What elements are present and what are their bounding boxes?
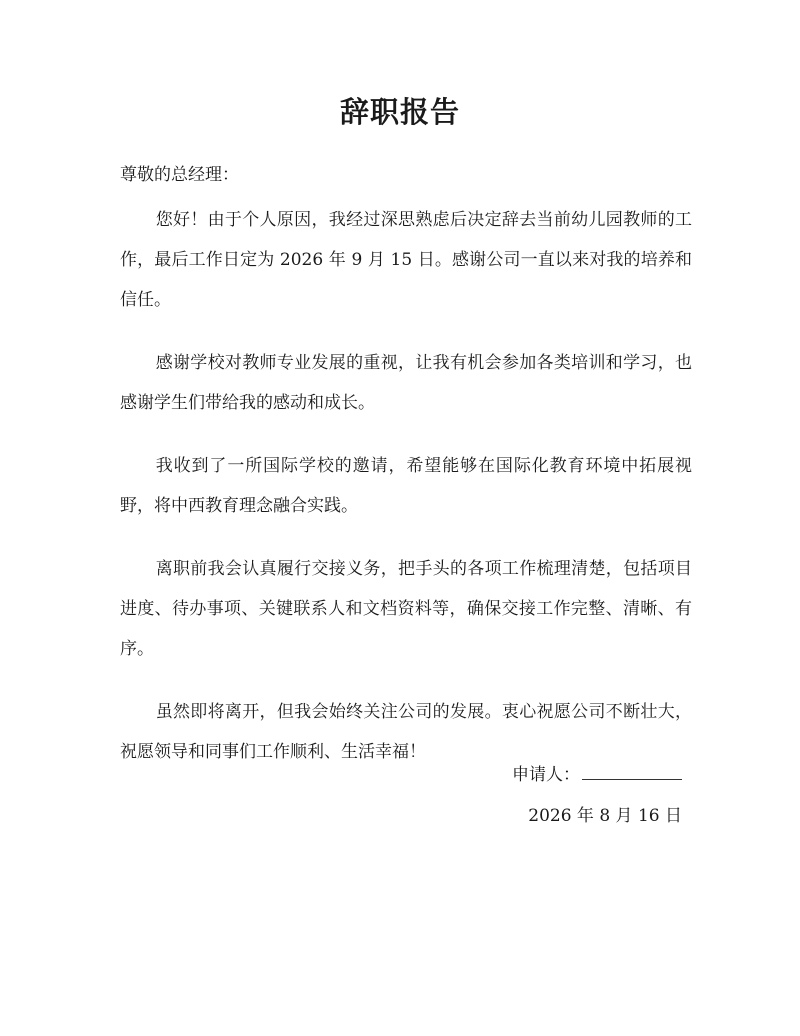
- paragraph-closing: 虽然即将离开，但我会始终关注公司的发展。衷心祝愿公司不断壮大，祝愿领导和同事们工作顺利、生活幸福！: [120, 702, 692, 762]
- paragraph-handover: 离职前我会认真履行交接义务，把手头的各项工作梳理清楚，包括项目进度、待办事项、关键联系人和文档资料等，确保交接工作完整、清晰、有序。: [120, 559, 692, 659]
- salutation: 尊敬的总经理：: [120, 165, 239, 185]
- document-title: 辞职报告: [339, 95, 460, 129]
- paragraph-gratitude: 感谢学校对教师专业发展的重视，让我有机会参加各类培训和学习，也感谢学生们带给我的感动和成长。: [120, 353, 692, 413]
- paragraph-greeting: 您好！由于个人原因，我经过深思熟虑后决定辞去当前幼儿园教师的工作，最后工作日定为 2026 年 9 月 15 日。感谢公司一直以来对我的培养和信任。: [120, 210, 692, 310]
- signature-line: [582, 761, 682, 780]
- signature-block: [382, 755, 682, 795]
- letter-date: 2026 年 8 月 16 日: [528, 806, 682, 826]
- letter-body: [120, 200, 692, 795]
- paragraph-reason: 我收到了一所国际学校的邀请，希望能够在国际化教育环境中拓展视野，将中西教育理念融合实践。: [120, 456, 692, 516]
- signature-label: 申请人：: [512, 765, 580, 785]
